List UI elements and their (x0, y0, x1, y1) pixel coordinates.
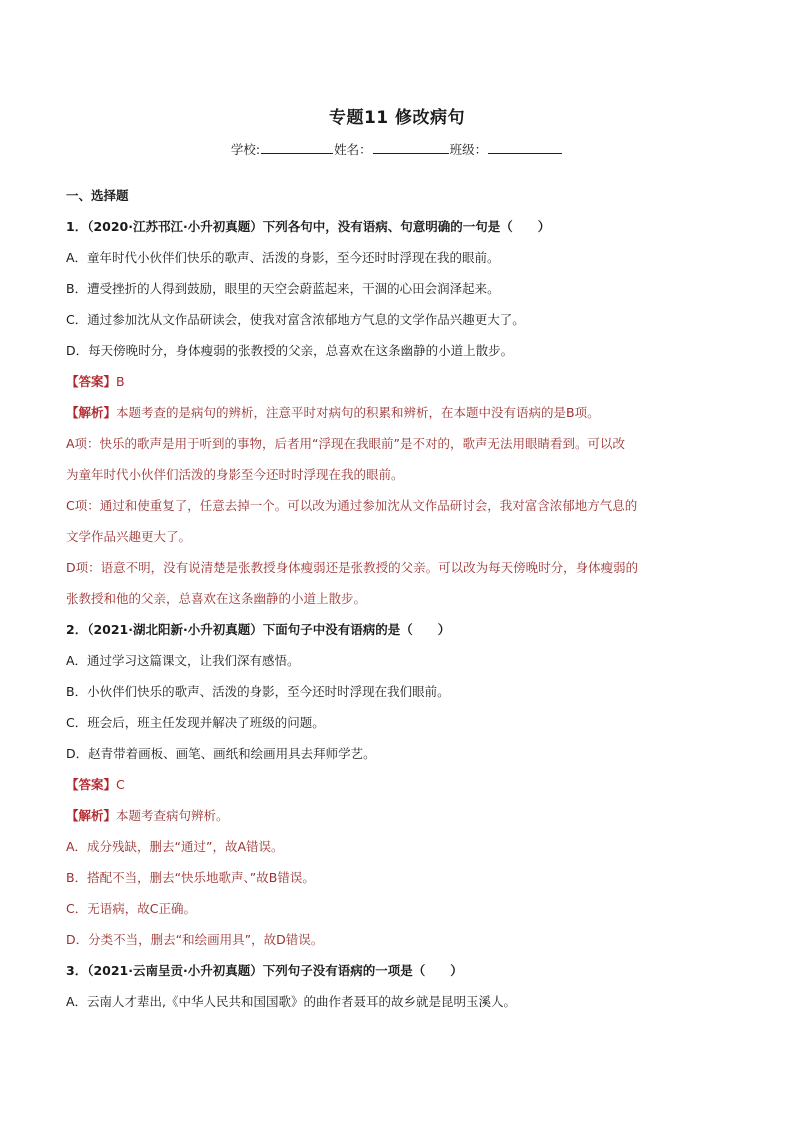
page-title: 专题11 修改病句 (328, 108, 466, 128)
q1-c-explanation-line1: C项：通过和使重复了，任意去掉一个。可以改为通过参加沈从文作品研讨会，我对富含浓郁地方气息的 (66, 498, 638, 513)
q2-answer (66, 769, 726, 800)
school-label: 学校: (230, 142, 261, 157)
school-blank (261, 140, 333, 154)
analysis-text: 本题考查病句辨析。 (116, 808, 229, 823)
q2-option-d: D．赵青带着画板、画笔、画纸和绘画用具去拜师学艺。 (66, 746, 376, 761)
section-title: 一、选择题 (66, 188, 129, 203)
class-blank (488, 140, 562, 154)
q2-explanation-b: B．搭配不当，删去“快乐地歌声、”故B错误。 (66, 870, 315, 885)
q1-c-explanation-line2: 文学作品兴趣更大了。 (66, 529, 192, 544)
analysis-text: 本题考查的是病句的辨析，注意平时对病句的积累和辨析，在本题中没有语病的是B项。 (116, 405, 600, 420)
q2-explanation-c: C．无语病，故C正确。 (66, 901, 196, 916)
q1-d-explanation-line1: D项：语意不明，没有说清楚是张教授身体瘦弱还是张教授的父亲。可以改为每天傍晚时分，身体瘦弱的 (66, 560, 639, 575)
q1-option-d: D．每天傍晚时分，身体瘦弱的张教授的父亲，总喜欢在这条幽静的小道上散步。 (66, 343, 514, 358)
q1-answer (66, 366, 726, 397)
analysis-tag: 【解析】 (66, 808, 117, 823)
q1-a-explanation-line1: A项：快乐的歌声是用于听到的事物，后者用“浮现在我眼前”是不对的，歌声无法用眼睛看到。可以改 (66, 436, 626, 451)
q2-explanation-a: A．成分残缺，删去“通过”，故A错误。 (66, 839, 284, 854)
q2-option-c: C．班会后，班主任发现并解决了班级的问题。 (66, 715, 325, 730)
analysis-tag: 【解析】 (66, 405, 117, 420)
q2-explanation-d: D．分类不当，删去“和绘画用具”，故D错误。 (66, 932, 324, 947)
q3-stem: 3．（2021·云南呈贡·小升初真题）下列句子没有语病的一项是（ ） (66, 963, 463, 978)
q2-stem: 2．（2021·湖北阳新·小升初真题）下面句子中没有语病的是（ ） (66, 622, 451, 637)
name-blank (373, 140, 449, 154)
q3-option-a: A．云南人才辈出,《中华人民共和国国歌》的曲作者聂耳的故乡就是昆明玉溪人。 (66, 994, 517, 1009)
answer-value: B (116, 374, 125, 389)
q1-analysis (66, 397, 726, 428)
q1-option-a: A．童年时代小伙伴们快乐的歌声、活泼的身影，至今还时时浮现在我的眼前。 (66, 250, 500, 265)
q2-option-a: A．通过学习这篇课文，让我们深有感悟。 (66, 653, 300, 668)
q2-analysis (66, 800, 726, 831)
answer-tag: 【答案】 (66, 777, 117, 792)
answer-tag: 【答案】 (66, 374, 117, 389)
content (66, 180, 726, 1017)
answer-value: C (116, 777, 125, 792)
q1-a-explanation-line2: 为童年时代小伙伴们活泼的身影至今还时时浮现在我的眼前。 (66, 467, 404, 482)
name-label: 姓名： (334, 142, 372, 157)
q1-d-explanation-line2: 张教授和他的父亲，总喜欢在这条幽静的小道上散步。 (66, 591, 367, 606)
class-label: 班级： (449, 142, 488, 157)
q2-option-b: B．小伙伴们快乐的歌声、活泼的身影，至今还时时浮现在我们眼前。 (66, 684, 450, 699)
student-info-line (0, 140, 794, 158)
q1-option-c: C．通过参加沈从文作品研读会，使我对富含浓郁地方气息的文学作品兴趣更大了。 (66, 312, 525, 327)
q1-option-b: B．遭受挫折的人得到鼓励，眼里的天空会蔚蓝起来，干涸的心田会润泽起来。 (66, 281, 500, 296)
q1-stem: 1．（2020·江苏邗江·小升初真题）下列各句中，没有语病、句意明确的一句是（ ） (66, 219, 551, 234)
